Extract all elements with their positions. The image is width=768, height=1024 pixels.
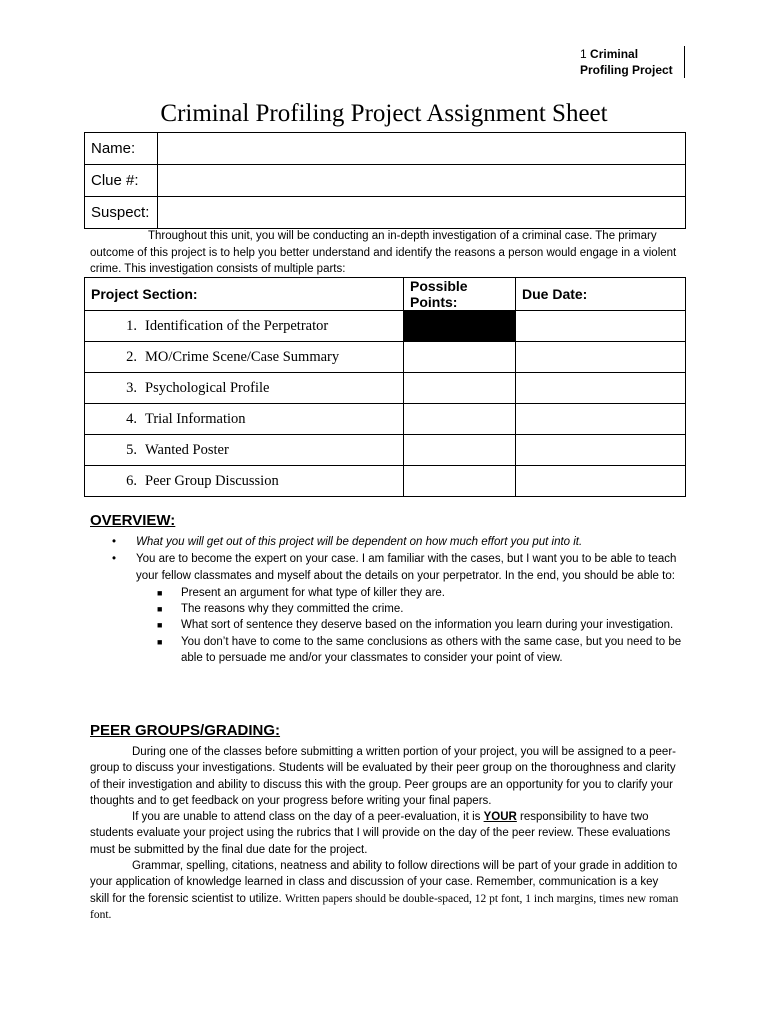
section-name: Psychological Profile (145, 379, 270, 396)
sub-bullet-text: You don’t have to come to the same conclusions as others with the same case, but you need to be able to persuade me and/or your classmates to consider your point of view. (181, 635, 682, 665)
suspect-field[interactable] (158, 197, 686, 229)
info-row-suspect (85, 197, 686, 229)
header-project-section: Project Section: (85, 278, 404, 311)
sub-list-item (136, 617, 682, 633)
points-cell[interactable] (404, 342, 516, 373)
section-number: 2. (126, 348, 137, 365)
due-date-cell[interactable] (516, 435, 686, 466)
table-row (85, 311, 686, 342)
points-cell[interactable] (404, 373, 516, 404)
list-item (112, 534, 682, 550)
section-name: MO/Crime Scene/Case Summary (145, 348, 340, 365)
overview-list (112, 534, 682, 666)
sub-bullet-text: What sort of sentence they deserve based on the information you learn during your investigation. (181, 619, 674, 632)
sub-list-item (136, 601, 682, 617)
project-sections-table (84, 277, 686, 497)
running-title-line1: Criminal (590, 47, 639, 61)
due-date-cell[interactable] (516, 466, 686, 497)
name-field[interactable] (158, 133, 686, 165)
square-bullet-icon: ■ (157, 587, 163, 598)
header-possible-points: Possible Points: (404, 278, 516, 311)
due-date-cell[interactable] (516, 342, 686, 373)
section-name: Trial Information (145, 410, 246, 427)
section-number: 5. (126, 441, 137, 458)
due-date-cell[interactable] (516, 311, 686, 342)
square-bullet-icon: ■ (157, 620, 163, 631)
section-cell (85, 373, 404, 404)
section-name: Identification of the Perpetrator (145, 317, 329, 334)
section-cell (85, 311, 404, 342)
page-number: 1 (580, 47, 587, 61)
points-cell-blacked-out (404, 311, 516, 342)
list-item (112, 551, 682, 584)
square-bullet-icon: ■ (157, 604, 163, 615)
due-date-cell[interactable] (516, 404, 686, 435)
section-cell (85, 342, 404, 373)
clue-field[interactable] (158, 165, 686, 197)
bullet-dot-icon: • (112, 536, 117, 548)
section-number: 3. (126, 379, 137, 396)
section-name: Wanted Poster (145, 441, 229, 458)
grading-heading-colon: : (275, 722, 281, 739)
grading-paragraph-3-main: Grammar, spelling, citations, neatness and ability to follow directions will be part of your grade in addition to your application of knowledge learned in class and discussion of your case. Remember, communication is a key skill for the forensic scientist to utilize. (90, 860, 678, 905)
section-number: 4. (126, 410, 137, 427)
header-due-date: Due Date: (516, 278, 686, 311)
section-cell (85, 466, 404, 497)
section-number: 6. (126, 472, 137, 489)
grading-heading (90, 722, 280, 739)
grading-paragraph-3 (90, 858, 680, 923)
points-cell[interactable] (404, 466, 516, 497)
points-cell[interactable] (404, 404, 516, 435)
due-date-cell[interactable] (516, 373, 686, 404)
sub-bullet-text: Present an argument for what type of killer they are. (181, 586, 445, 599)
sub-bullet-text: The reasons why they committed the crime. (181, 603, 404, 616)
clue-label: Clue #: (85, 165, 158, 197)
grading-paragraph-2 (90, 809, 680, 858)
table-row (85, 342, 686, 373)
intro-text: Throughout this unit, you will be conducting an in-depth investigation of a criminal case. The primary outcome of this project is to help you better understand and identify the reasons a person would engage in a violent crime. This investigation consists of multiple parts: (90, 230, 677, 275)
overview-heading: OVERVIEW: (90, 512, 176, 529)
square-bullet-icon: ■ (157, 636, 163, 647)
project-table-header (85, 278, 686, 311)
section-cell (85, 435, 404, 466)
section-name: Peer Group Discussion (145, 472, 279, 489)
page-title: Criminal Profiling Project Assignment Sheet (160, 100, 608, 127)
points-cell[interactable] (404, 435, 516, 466)
running-header (580, 46, 685, 78)
grading-paragraph-1: During one of the classes before submitting a written portion of your project, you will be assigned to a peer-group to discuss your investigations. Students will be evaluated by their peer group on the thoroughness and clarity of their investigation and ability to discuss this with the group. Peer groups are an opportunity for you to clarify your thoughts and to get feedback on your progress before writing your final papers. (90, 746, 676, 807)
grading-heading-text: PEER GROUPS/GRADING (90, 722, 276, 739)
info-row-name (85, 133, 686, 165)
sub-list-item (136, 634, 682, 667)
bullet-dot-icon: • (112, 553, 117, 566)
grading-section (90, 744, 680, 923)
sub-list-item (136, 585, 682, 601)
overview-bullet-2: You are to become the expert on your case. I am familiar with the cases, but I want you to be able to teach your fellow classmates and myself about the details on your perpetrator. In the end, you should be able to: (136, 553, 677, 582)
student-info-table (84, 132, 686, 229)
your-emphasis: YOUR (483, 811, 517, 824)
grading-paragraph-2-start: If you are unable to attend class on the day of a peer-evaluation, it is (132, 811, 484, 824)
section-number: 1. (126, 317, 137, 334)
running-title-line2: Profiling Project (580, 63, 673, 77)
section-cell (85, 404, 404, 435)
table-row (85, 404, 686, 435)
name-label: Name: (85, 133, 158, 165)
formatting-requirements: Written papers should be double-spaced, 12 pt font, 1 inch margins, times new roman font. (90, 892, 679, 921)
overview-bullet-1: What you will get out of this project will be dependent on how much effort you put into it. (136, 536, 583, 548)
info-row-clue (85, 165, 686, 197)
intro-paragraph (90, 228, 682, 278)
table-row (85, 466, 686, 497)
suspect-label: Suspect: (85, 197, 158, 229)
table-row (85, 435, 686, 466)
grading-paragraph-2-end: responsibility to have two students evaluate your project using the rubrics that I will provide on the day of the peer review. These evaluations must be submitted by the final due date for the project. (90, 811, 671, 856)
table-row (85, 373, 686, 404)
